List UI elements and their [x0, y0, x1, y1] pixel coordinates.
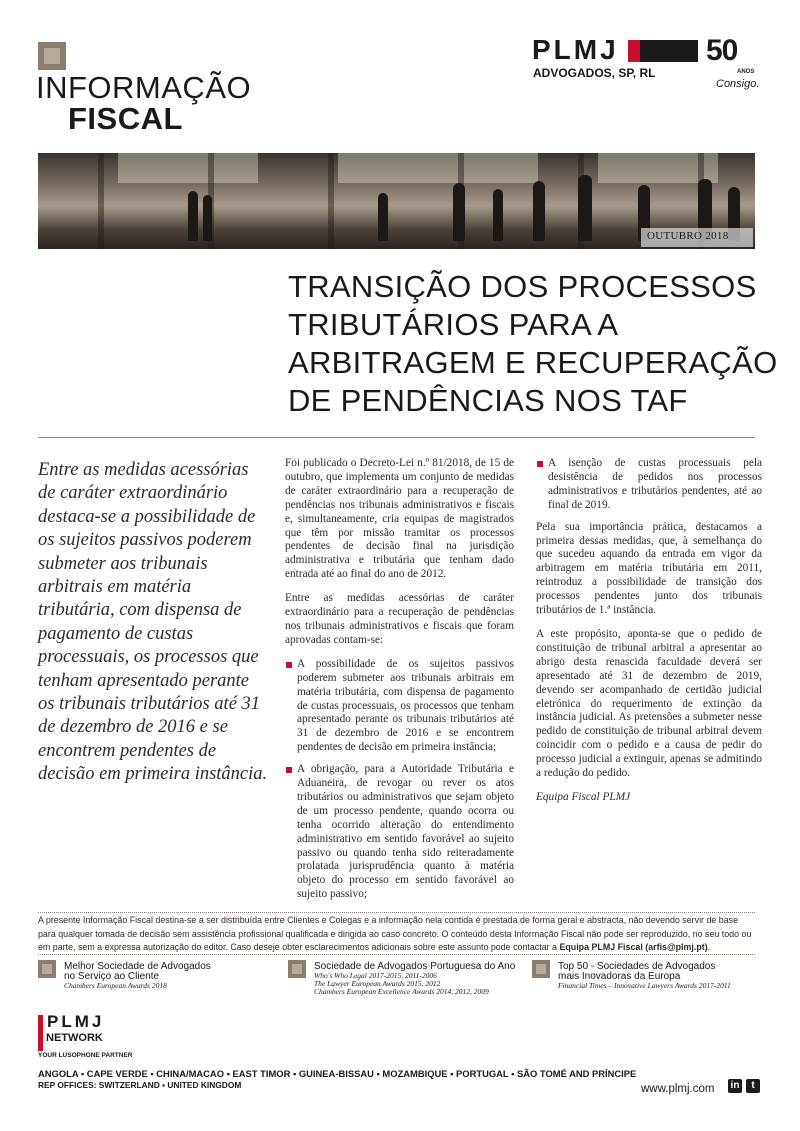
- bullet-item: A possibilidade de os sujeitos passivos poderem submeter aos tribunais arbitrais em matéria tributária, com dispensa de pagamento de custas processuais, os processos que tenham apresentado perante os tribunais tributários até 31 de dezembro de 2016 e se encontrem pendentes de decisão em primeira instância;: [285, 658, 514, 755]
- headline-line: ARBITRAGEM E RECUPERAÇÃO: [288, 345, 778, 380]
- paragraph: Entre as medidas acessórias de caráter extraordinário para a recuperação de pendências nos tribunais administrativos e fiscais que foram aprovadas contam-se:: [285, 592, 514, 646]
- award-source: The Lawyer European Awards 2015, 2012: [314, 979, 441, 988]
- issue-date: OUTUBRO 2018: [647, 230, 729, 242]
- award-title: no Serviço ao Cliente: [64, 971, 160, 982]
- network-tagline: YOUR LUSOPHONE PARTNER: [38, 1052, 133, 1059]
- paragraph: A este propósito, aponta-se que o pedido de constituição de tribunal arbitral a apresentar ao abrigo desta renascida faculdade deverá ser apresentado até 31 de dezembro de 2019, devendo ser acompanhado de certidão judicial eletrónica do requerimento de extinção da instância judicial. As pretensões a submeter nesse pedido de constituição de tribunal arbitral devem coincidir com o pedido e a causa de pedir do processo judicial a extinguir, apenas se admitindo a redução do pedido.: [536, 627, 762, 780]
- publication-subtitle: FISCAL: [68, 101, 183, 136]
- divider: [38, 437, 755, 438]
- paragraph: Pela sua importância prática, destacamos a primeira dessas medidas, que, à semelhança do que sucedeu aquando da entrada em vigor da arbitragem em matéria tributária em 2011, reintroduz a possibilidade de transição dos processos pendentes junto dos tribunais tributários de 1.ª instância.: [536, 520, 762, 617]
- logo-black-bar: [640, 40, 698, 62]
- article-column-2: [536, 457, 762, 815]
- award-title: Sociedade de Advogados Portuguesa do Ano: [314, 961, 516, 972]
- disclaimer-end: .: [707, 942, 711, 952]
- award-source: Who's Who Legal 2017-2015, 2011-2006: [314, 971, 437, 980]
- award-title: Top 50 - Sociedades de Advogados: [558, 961, 716, 972]
- headline-line: TRIBUTÁRIOS PARA A: [288, 307, 619, 342]
- award-source: Chambers European Awards 2018: [64, 981, 167, 990]
- award-square-icon: [288, 960, 306, 978]
- anniversary-label: ANOS: [737, 69, 755, 75]
- logo-subtitle: ADVOGADOS, SP, RL: [533, 66, 656, 80]
- network-logo: PLMJ: [47, 1012, 105, 1031]
- bullet-item: A isenção de custas processuais pela desistência de pedidos nos processos administrativos e tributários pendentes, até ao final de 2019.: [536, 457, 762, 513]
- bullet-item: A obrigação, para a Autoridade Tributária e Aduaneira, de revogar ou rever os atos tributários ou administrativos que sejam objeto de um processo pendente, quando ocorra ou tenha ocorrido alteração do entendimento administrativo em sentido favorável ao sujeito passivo ou quando tenha sido reiteradamente prolatada jurisprudência quanto à matéria objeto do processo em sentido favorável ao sujeito passivo;: [285, 763, 514, 902]
- linkedin-icon[interactable]: in: [728, 1079, 742, 1093]
- award-title: mais Inovadoras da Europa: [558, 971, 681, 982]
- plmj-logo: PLMJ: [532, 34, 619, 65]
- article-signature: Equipa Fiscal PLMJ: [536, 790, 631, 803]
- network-label: NETWORK: [46, 1032, 103, 1044]
- article-headline: [288, 268, 778, 420]
- award-source: Financial Times – Innovative Lawyers Awards 2017-2011: [558, 981, 731, 990]
- pullquote: Entre as medidas acessórias de caráter extraordinário destaca-se a possibilidade de os sujeitos passivos poderem submeter aos tribunais arbitrais em matéria tributária, com dispensa de pagamento de custas processuais, os processos que tenham apresentado perante os tribunais tributários até 31 de dezembro de 2016 e se encontrem pendentes de decisão em primeira instância.: [38, 460, 268, 785]
- publication-title: INFORMAÇÃO: [36, 70, 252, 105]
- anniversary-number: 50: [706, 34, 738, 67]
- award-source: Chambers European Excellence Awards 2014, 2012, 2009: [314, 987, 489, 996]
- rep-offices: REP OFFICES: SWITZERLAND ▪ UNITED KINGDOM: [38, 1080, 242, 1090]
- headline-line: TRANSIÇÃO DOS PROCESSOS: [288, 269, 757, 304]
- network-logo-bar: [38, 1015, 43, 1051]
- contact-email-link[interactable]: Equipa PLMJ Fiscal (arfis@plmj.pt): [559, 942, 708, 952]
- disclaimer-text: A presente Informação Fiscal destina-se a ser distribuída entre Clientes e Colegas e a informação nela contida é prestada de forma geral e abstracta, não devendo servir de base para qualquer tomada de decisão sem assistência profissional qualificada e dirigida ao caso concreto. O conteúdo desta Informação Fiscal não pode ser reproduzido, no seu todo ou em parte, sem a expressa autorização do editor. Caso deseje obter esclarecimentos adicionais sobre este assunto pode contactar a: [38, 915, 752, 952]
- anniversary-tagline: Consigo.: [716, 78, 760, 90]
- brand-square-icon: [38, 42, 66, 70]
- article-column-1: [285, 457, 514, 910]
- website-link[interactable]: www.plmj.com: [641, 1083, 715, 1095]
- twitter-icon[interactable]: t: [746, 1079, 760, 1093]
- divider: [38, 954, 755, 956]
- countries-list: ANGOLA ▪ CAPE VERDE ▪ CHINA/MACAO ▪ EAST TIMOR ▪ GUINEA-BISSAU ▪ MOZAMBIQUE ▪ PORTUGAL ▪ SÃO TOMÉ AND PRÍNCIPE: [38, 1068, 637, 1079]
- award-title: Melhor Sociedade de Advogados: [64, 961, 211, 972]
- award-square-icon: [532, 960, 550, 978]
- headline-line: DE PENDÊNCIAS NOS TAF: [288, 383, 688, 418]
- award-square-icon: [38, 960, 56, 978]
- disclaimer: [38, 914, 758, 955]
- paragraph: Foi publicado o Decreto-Lei n.º 81/2018, de 15 de outubro, que implementa um conjunto de medidas de caráter extraordinário para a recuperação de pendências nos tribunais administrativos e fiscais e, simultaneamente, cria equipas de magistrados que têm por missão tramitar os processos pendentes de decisão final na jurisdição administrativa e tributária que tenham dado entrada até ao final do ano de 2012.: [285, 457, 514, 581]
- logo-red-bar: [628, 40, 640, 62]
